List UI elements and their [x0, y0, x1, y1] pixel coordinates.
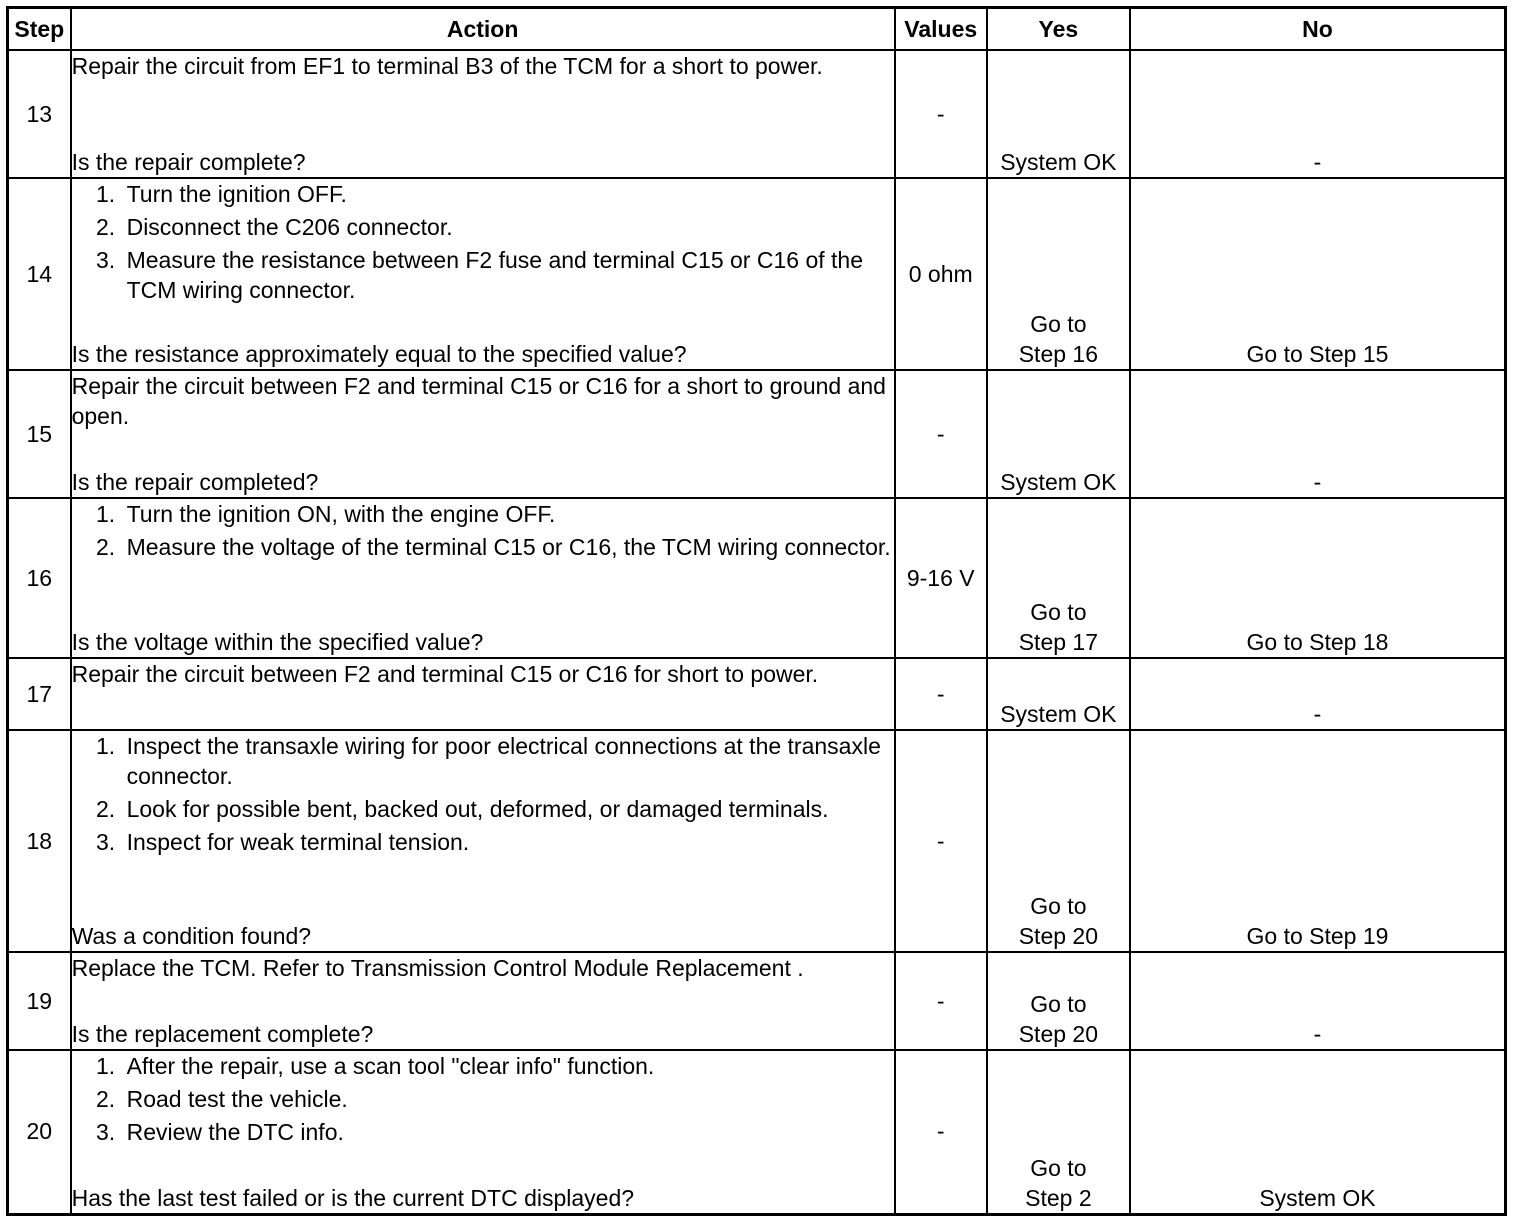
- action-steps-list: [72, 499, 894, 565]
- table-row: [8, 178, 1506, 370]
- header-yes: Yes: [987, 8, 1130, 51]
- action-step-item: 1. Turn the ignition OFF.: [122, 179, 894, 209]
- yes-cell: Go to Step 2: [987, 1050, 1130, 1214]
- yes-cell: Go to Step 20: [987, 952, 1130, 1050]
- action-step-item: 2. Road test the vehicle.: [122, 1084, 894, 1114]
- action-content: [72, 371, 894, 497]
- header-no: No: [1130, 8, 1506, 51]
- action-step-item: 1. Turn the ignition ON, with the engine OFF.: [122, 499, 894, 529]
- action-text: Repair the circuit from EF1 to terminal B3 of the TCM for a short to power.: [71, 53, 823, 79]
- step-number: 16: [8, 498, 71, 658]
- action-step-item: 3. Review the DTC info.: [122, 1117, 894, 1147]
- no-cell: -: [1130, 50, 1506, 178]
- values-cell: -: [895, 370, 987, 498]
- action-steps-list: [72, 1051, 894, 1150]
- action-question: Was a condition found?: [71, 923, 312, 949]
- action-cell: [71, 658, 895, 730]
- values-cell: -: [895, 730, 987, 952]
- action-step-item: 1. After the repair, use a scan tool "clear info" function.: [122, 1051, 894, 1081]
- action-content: [72, 499, 894, 657]
- yes-cell: System OK: [987, 370, 1130, 498]
- values-cell: 9-16 V: [895, 498, 987, 658]
- values-cell: 0 ohm: [895, 178, 987, 370]
- header-row: [8, 8, 1506, 51]
- action-content: [72, 1051, 894, 1213]
- action-cell: [71, 50, 895, 178]
- action-content: [72, 659, 894, 729]
- table-row: [8, 658, 1506, 730]
- values-cell: -: [895, 50, 987, 178]
- step-number: 20: [8, 1050, 71, 1214]
- header-action: Action: [71, 8, 895, 51]
- action-cell: [71, 498, 895, 658]
- action-question: Is the voltage within the specified value?: [71, 629, 484, 655]
- action-text: Repair the circuit between F2 and terminal C15 or C16 for short to power.: [71, 661, 819, 687]
- step-number: 15: [8, 370, 71, 498]
- action-question: Is the repair complete?: [71, 149, 306, 175]
- table-row: [8, 952, 1506, 1050]
- yes-cell: System OK: [987, 50, 1130, 178]
- step-number: 13: [8, 50, 71, 178]
- no-cell: -: [1130, 952, 1506, 1050]
- action-step-item: 2. Measure the voltage of the terminal C15 or C16, the TCM wiring connector.: [122, 532, 894, 562]
- table-row: [8, 370, 1506, 498]
- action-cell: [71, 730, 895, 952]
- action-question: Is the resistance approximately equal to the specified value?: [71, 341, 687, 367]
- table-row: [8, 1050, 1506, 1214]
- action-cell: [71, 952, 895, 1050]
- no-cell: -: [1130, 370, 1506, 498]
- yes-cell: Go to Step 17: [987, 498, 1130, 658]
- action-question: Has the last test failed or is the current DTC displayed?: [71, 1184, 635, 1211]
- no-cell: System OK: [1130, 1050, 1506, 1214]
- action-steps-list: [72, 731, 894, 860]
- action-content: [72, 51, 894, 177]
- step-number: 17: [8, 658, 71, 730]
- values-cell: -: [895, 952, 987, 1050]
- diagnostic-table-container: [6, 6, 1507, 1211]
- action-step-item: 3. Measure the resistance between F2 fuse and terminal C15 or C16 of the TCM wiring connector.: [122, 245, 894, 305]
- table-row: [8, 730, 1506, 952]
- action-content: [72, 731, 894, 951]
- table-body: [8, 50, 1506, 1214]
- action-step-item: 2. Look for possible bent, backed out, deformed, or damaged terminals.: [122, 794, 894, 824]
- action-content: [72, 953, 894, 1049]
- action-steps-list: [72, 179, 894, 308]
- action-step-item: 2. Disconnect the C206 connector.: [122, 212, 894, 242]
- header-values: Values: [895, 8, 987, 51]
- step-number: 18: [8, 730, 71, 952]
- no-cell: Go to Step 19: [1130, 730, 1506, 952]
- yes-cell: System OK: [987, 658, 1130, 730]
- action-text: Repair the circuit between F2 and terminal C15 or C16 for a short to ground and open.: [71, 373, 886, 429]
- action-question: Is the replacement complete?: [71, 1021, 374, 1047]
- action-cell: [71, 1050, 895, 1214]
- no-cell: Go to Step 18: [1130, 498, 1506, 658]
- action-question: Is the repair completed?: [71, 469, 319, 495]
- action-content: [72, 179, 894, 369]
- action-cell: [71, 370, 895, 498]
- action-cell: [71, 178, 895, 370]
- diagnostic-table: [6, 6, 1507, 1216]
- yes-cell: Go to Step 16: [987, 178, 1130, 370]
- step-number: 19: [8, 952, 71, 1050]
- values-cell: -: [895, 1050, 987, 1214]
- no-cell: Go to Step 15: [1130, 178, 1506, 370]
- action-step-item: 3. Inspect for weak terminal tension.: [122, 827, 894, 857]
- yes-cell: Go to Step 20: [987, 730, 1130, 952]
- table-row: [8, 498, 1506, 658]
- table-row: [8, 50, 1506, 178]
- header-step: Step: [8, 8, 71, 51]
- step-number: 14: [8, 178, 71, 370]
- no-cell: -: [1130, 658, 1506, 730]
- action-text: Replace the TCM. Refer to Transmission Control Module Replacement .: [71, 955, 804, 981]
- values-cell: -: [895, 658, 987, 730]
- action-step-item: 1. Inspect the transaxle wiring for poor electrical connections at the transaxle connector.: [122, 731, 894, 791]
